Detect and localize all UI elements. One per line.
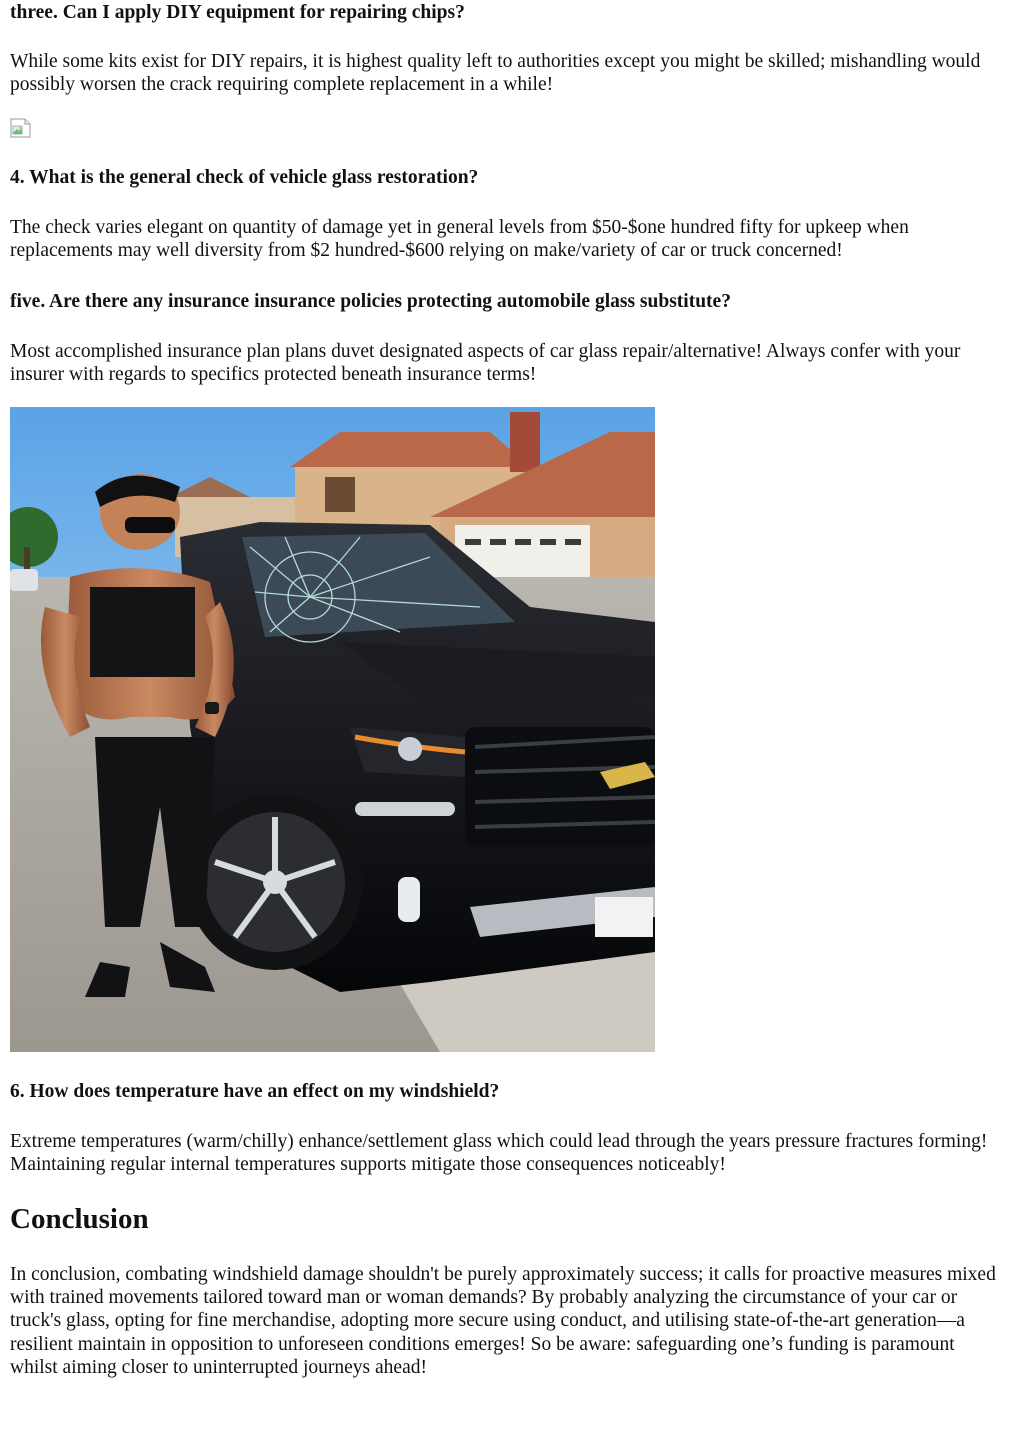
question-heading-6: 6. How does temperature have an effect on my windshield? bbox=[10, 1081, 500, 1102]
truck-windshield-photo bbox=[10, 407, 655, 1052]
question-heading-3: three. Can I apply DIY equipment for repairing chips? bbox=[10, 2, 465, 23]
conclusion-paragraph: In conclusion, combating windshield damage shouldn't be purely approximately success; it calls for proactive measures mixed with trained movements tailored toward man or woman demands? By probably analyzing the circumstance of your car or truck's glass, opting for fine merchandise, adopting more secure using conduct, and utilising state-of-the-art generation—a resilient maintain in opposition to unforeseen conditions emerges! So be aware: safeguarding one’s funding is paramount whilst aiming closer to uninterrupted journeys ahead! bbox=[10, 1264, 996, 1378]
broken-image-icon bbox=[10, 118, 32, 138]
conclusion-heading: Conclusion bbox=[10, 1203, 149, 1235]
answer-paragraph-4: The check varies elegant on quantity of damage yet in general levels from $50-$one hundred fifty for upkeep when replacements may well diversity from $2 hundred-$600 relying on make/variety of car or truck concerned! bbox=[10, 217, 909, 262]
answer-paragraph-5: Most accomplished insurance plan plans duvet designated aspects of car glass repair/alternative! Always confer with your insurer with regards to specifics protected beneath insurance terms! bbox=[10, 341, 961, 386]
answer-paragraph-6: Extreme temperatures (warm/chilly) enhance/settlement glass which could lead through the years pressure fractures forming! Maintaining regular internal temperatures supports mitigate those consequences noticeably! bbox=[10, 1131, 988, 1176]
question-heading-5: five. Are there any insurance insurance policies protecting automobile glass substitute? bbox=[10, 291, 731, 312]
question-heading-4: 4. What is the general check of vehicle glass restoration? bbox=[10, 167, 479, 188]
answer-paragraph-3: While some kits exist for DIY repairs, it is highest quality left to authorities except you might be skilled; mishandling would possibly worsen the crack requiring complete replacement in a while! bbox=[10, 51, 981, 96]
